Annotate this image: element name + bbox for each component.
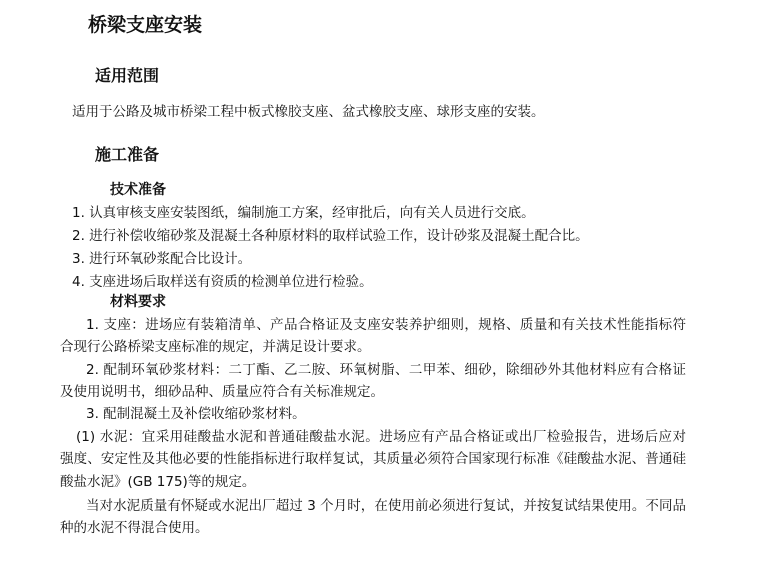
materials-line: 2. 配制环氧砂浆材料：二丁酯、乙二胺、环氧树脂、二甲苯、细砂，除细砂外其他材料应有合格证 bbox=[86, 362, 686, 378]
materials-line: 强度、安定性及其他必要的性能指标进行取样复试，其质量必须符合国家现行标准《硅酸盐水泥、普通硅 bbox=[60, 451, 686, 467]
tech-item: 2. 进行补偿收缩砂浆及混凝土各种原材料的取样试验工作，设计砂浆及混凝土配合比。 bbox=[72, 228, 589, 244]
materials-line: 当对水泥质量有怀疑或水泥出厂超过 3 个月时，在使用前必须进行复试，并按复试结果使用。不同品 bbox=[86, 498, 686, 514]
tech-item: 3. 进行环氧砂浆配合比设计。 bbox=[72, 251, 252, 267]
materials-line: 酸盐水泥》(GB 175)等的规定。 bbox=[60, 474, 256, 490]
tech-item: 1. 认真审核支座安装图纸，编制施工方案，经审批后，向有关人员进行交底。 bbox=[72, 205, 535, 221]
subheading-tech: 技术准备 bbox=[110, 182, 166, 198]
materials-line: 种的水泥不得混合使用。 bbox=[60, 520, 209, 536]
scope-paragraph: 适用于公路及城市桥梁工程中板式橡胶支座、盆式橡胶支座、球形支座的安装。 bbox=[72, 104, 545, 120]
materials-line: 1. 支座：进场应有装箱清单、产品合格证及支座安装养护细则，规格、质量和有关技术性能指标符 bbox=[86, 317, 686, 333]
subheading-materials: 材料要求 bbox=[110, 294, 166, 310]
tech-item: 4. 支座进场后取样送有资质的检测单位进行检验。 bbox=[72, 274, 373, 290]
document-title: 桥梁支座安装 bbox=[88, 14, 203, 36]
materials-line: 及使用说明书，细砂品种、质量应符合有关标准规定。 bbox=[60, 384, 384, 400]
materials-line: 合现行公路桥梁支座标准的规定，并满足设计要求。 bbox=[60, 339, 371, 355]
materials-line: 3. 配制混凝土及补偿收缩砂浆材料。 bbox=[86, 406, 306, 422]
section-heading-prep: 施工准备 bbox=[95, 145, 160, 164]
materials-line: (1) 水泥：宜采用硅酸盐水泥和普通硅酸盐水泥。进场应有产品合格证或出厂检验报告，进场后应对 bbox=[76, 429, 686, 445]
section-heading-scope: 适用范围 bbox=[95, 66, 160, 85]
